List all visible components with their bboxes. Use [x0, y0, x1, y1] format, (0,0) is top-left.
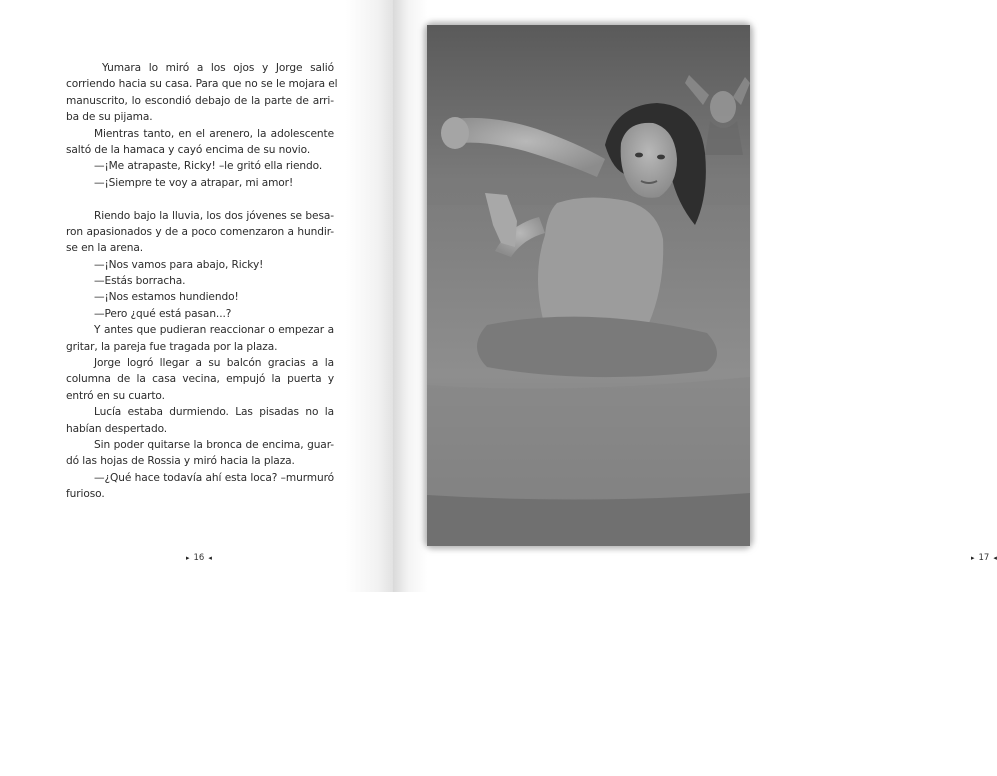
- text-line: columna de la casa vecina, empujó la puerta y: [66, 373, 334, 386]
- text-line: [66, 191, 334, 207]
- text-line: Lucía estaba durmiendo. Las pisadas no la: [94, 406, 334, 419]
- text-line: —Estás borracha.: [94, 275, 186, 288]
- text-line: entró en su cuarto.: [66, 389, 165, 402]
- torso: [538, 197, 663, 330]
- text-line: habían despertado.: [66, 422, 168, 435]
- text-line: —Pero ¿qué está pasan...?: [94, 307, 232, 320]
- text-line: Riendo bajo la lluvia, los dos jóvenes se besa-: [94, 209, 334, 222]
- page-number-text: 17: [978, 553, 990, 563]
- left-page: [0, 0, 393, 592]
- text-line: —¡Nos estamos hundiendo!: [94, 291, 239, 304]
- text-line: dó las hojas de Rossia y miró hacia la plaza.: [66, 455, 295, 468]
- page-number-text: 16: [193, 553, 205, 563]
- text-line: —¡Siempre te voy a atrapar, mi amor!: [94, 176, 294, 189]
- text-line: Y antes que pudieran reaccionar o empezar a: [94, 324, 334, 337]
- text-line: furioso.: [66, 488, 105, 501]
- text-line: —¿Qué hace todavía ahí esta loca? –murmuró: [94, 471, 334, 484]
- text-line: ron apasionados y de a poco comenzaron a hundir-: [66, 225, 334, 238]
- folio-marker-icon: ◂: [993, 554, 997, 562]
- text-line: gritar, la pareja fue tragada por la plaza.: [66, 340, 278, 353]
- folio-marker-icon: ▸: [971, 554, 975, 562]
- text-line: —¡Me atrapaste, Ricky! –le gritó ella riendo.: [94, 160, 323, 173]
- text-line: saltó de la hamaca y cayó encima de su novio.: [66, 143, 311, 156]
- page-number-left: [186, 553, 212, 563]
- folio-marker-icon: ▸: [186, 554, 190, 562]
- raised-hand: [441, 117, 469, 149]
- text-line: corriendo hacia su casa. Para que no se le mojara el: [66, 78, 338, 91]
- illustration: [427, 25, 750, 546]
- text-line: Yumara lo miró a los ojos y Jorge salió: [102, 62, 334, 74]
- text-line: ba de su pijama.: [66, 111, 153, 124]
- text-line: Jorge logró llegar a su balcón gracias a la: [94, 357, 334, 370]
- text-line: Sin poder quitarse la bronca de encima, guar-: [94, 438, 334, 451]
- text-line: manuscrito, lo escondió debajo de la parte de arri-: [66, 94, 334, 107]
- text-line: Mientras tanto, en el arenero, la adolescente: [94, 127, 334, 140]
- body-text: [66, 60, 338, 503]
- folio-marker-icon: ◂: [208, 554, 212, 562]
- page-number-right: [971, 553, 997, 563]
- text-line: se en la arena.: [66, 242, 144, 255]
- text-line: —¡Nos vamos para abajo, Ricky!: [94, 258, 264, 271]
- sinking-girl-illustration: [427, 25, 750, 546]
